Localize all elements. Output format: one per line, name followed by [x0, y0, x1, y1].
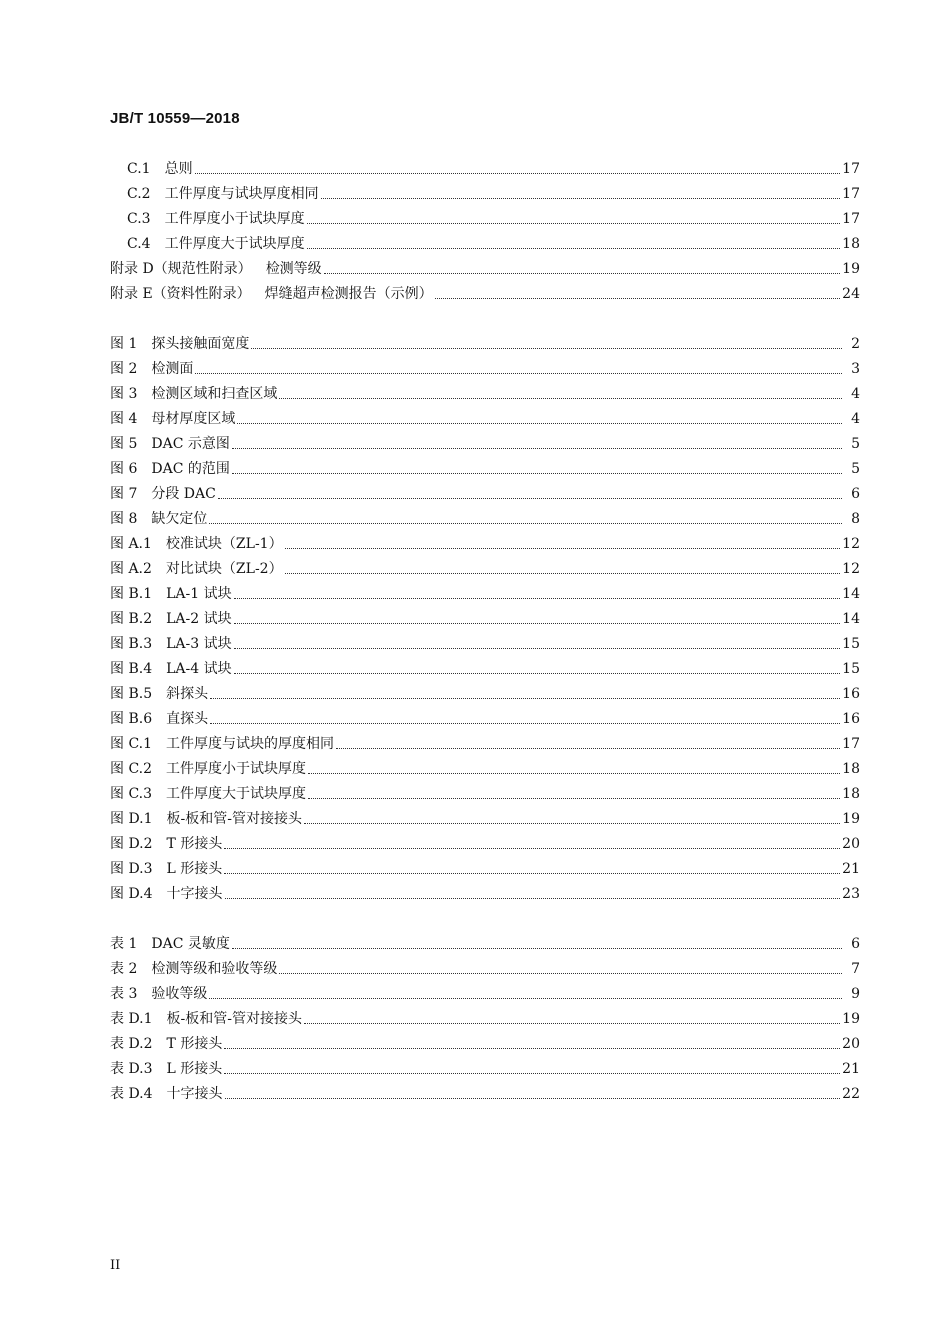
toc-entry-page: 17 [842, 211, 860, 227]
toc-entry-number: 表 3 [110, 986, 138, 1002]
toc-dot-leader [195, 170, 841, 174]
toc-entry[interactable] [110, 256, 860, 278]
toc-entry-page: 17 [842, 186, 860, 202]
toc-dot-leader [279, 395, 842, 399]
toc-entry-page: 6 [851, 936, 860, 952]
toc-entry-page: 9 [851, 986, 860, 1002]
toc-dot-leader [336, 745, 840, 749]
toc-entry[interactable] [110, 656, 860, 678]
toc-entry-number: C.3 [127, 211, 151, 227]
toc-entry[interactable] [110, 381, 860, 403]
toc-entry-number: 图 D.1 [110, 811, 153, 827]
toc-entry-number: 图 B.5 [110, 686, 153, 702]
toc-entry[interactable] [110, 531, 860, 553]
toc-entry-number: 表 D.2 [110, 1036, 153, 1052]
toc-entry-page: 16 [842, 711, 860, 727]
toc-entry-number: 图 C.2 [110, 761, 153, 777]
toc-dot-leader [285, 570, 841, 574]
toc-entry[interactable] [110, 506, 860, 528]
toc-entry[interactable] [110, 806, 860, 828]
toc-entry-title: 探头接触面宽度 [151, 336, 250, 352]
toc-entry-title: LA-1 试块 [166, 586, 232, 602]
toc-entry[interactable] [110, 581, 860, 603]
toc-entry-number: 表 2 [110, 961, 138, 977]
toc-entry-page: 22 [842, 1086, 860, 1102]
toc-dot-leader [321, 195, 841, 199]
toc-entry-page: 14 [842, 586, 860, 602]
toc-entry[interactable] [110, 831, 860, 853]
toc-dot-leader [304, 820, 840, 824]
toc-entry-number: 图 B.2 [110, 611, 153, 627]
toc-entry-page: 6 [851, 486, 860, 502]
toc-dot-leader [237, 420, 842, 424]
toc-entry-number: C.2 [127, 186, 151, 202]
toc-entry-title: 直探头 [166, 711, 209, 727]
toc-entry-number: 图 B.3 [110, 636, 153, 652]
toc-entry-number: 表 D.1 [110, 1011, 153, 1027]
toc-entry-title: 对比试块（ZL-2） [165, 561, 283, 577]
toc-entry-number: 图 D.2 [110, 836, 153, 852]
toc-entry[interactable] [127, 181, 860, 203]
toc-entry-page: 16 [842, 686, 860, 702]
toc-entry[interactable] [110, 956, 860, 978]
toc-entry-number: 图 6 [110, 461, 138, 477]
toc-dot-leader [224, 870, 840, 874]
toc-dot-leader [279, 970, 842, 974]
toc-entry-number: 图 3 [110, 386, 138, 402]
toc-entry-page: 18 [842, 236, 860, 252]
toc-entry-page: 18 [842, 761, 860, 777]
toc-entry-title: L 形接头 [166, 861, 223, 877]
toc-dot-leader [285, 545, 841, 549]
toc-entry-number: 图 D.4 [110, 886, 153, 902]
toc-dot-leader [307, 245, 841, 249]
toc-entry[interactable] [110, 631, 860, 653]
toc-entry-title: LA-2 试块 [166, 611, 232, 627]
toc-entry-number: 图 A.2 [110, 561, 152, 577]
toc-entry-page: 5 [851, 461, 860, 477]
toc-entry-page: 15 [842, 636, 860, 652]
toc-entry-title: 十字接头 [166, 1086, 223, 1102]
standard-code-header: JB/T 10559—2018 [110, 110, 240, 127]
toc-dot-leader [435, 295, 841, 299]
toc-entry-title: 工件厚度小于试块厚度 [166, 761, 307, 777]
toc-entry-title: 分段 DAC [151, 486, 216, 502]
toc-dot-leader [224, 1045, 840, 1049]
toc-entry-title: 验收等级 [151, 986, 208, 1002]
toc-entry-title: 工件厚度与试块的厚度相同 [166, 736, 335, 752]
toc-entry-title: LA-4 试块 [166, 661, 232, 677]
toc-dot-leader [210, 720, 840, 724]
toc-entry[interactable] [110, 681, 860, 703]
toc-entry-title: 检测等级 [265, 261, 322, 277]
toc-entry[interactable] [127, 231, 860, 253]
toc-entry-title: 工件厚度大于试块厚度 [166, 786, 307, 802]
toc-dot-leader [308, 770, 840, 774]
toc-dot-leader [225, 1095, 841, 1099]
toc-entry-number: 表 D.3 [110, 1061, 153, 1077]
toc-entry-number: 附录 E（资料性附录） [110, 286, 251, 302]
toc-entry[interactable] [110, 1056, 860, 1078]
toc-entry[interactable] [110, 731, 860, 753]
toc-dot-leader [308, 795, 840, 799]
toc-entry-number: 图 B.6 [110, 711, 153, 727]
toc-entry-title: 检测面 [151, 361, 194, 377]
toc-entry-page: 2 [851, 336, 860, 352]
toc-entry-number: 图 D.3 [110, 861, 153, 877]
toc-entry-page: 12 [842, 561, 860, 577]
toc-dot-leader [234, 670, 841, 674]
toc-entry-page: 19 [842, 261, 860, 277]
toc-entry-number: 图 5 [110, 436, 138, 452]
toc-entry-number: C.1 [127, 161, 151, 177]
toc-entry[interactable] [110, 606, 860, 628]
toc-entry-page: 23 [842, 886, 860, 902]
toc-entry[interactable] [110, 856, 860, 878]
toc-entry-title: 总则 [164, 161, 193, 177]
toc-entry-page: 19 [842, 1011, 860, 1027]
toc-entry-number: 表 1 [110, 936, 138, 952]
toc-entry-number: C.4 [127, 236, 151, 252]
toc-entry[interactable] [110, 1081, 860, 1103]
toc-entry-page: 8 [851, 511, 860, 527]
toc-entry-number: 图 1 [110, 336, 138, 352]
toc-dot-leader [307, 220, 841, 224]
toc-entry-page: 17 [842, 161, 860, 177]
toc-entry-number: 图 C.3 [110, 786, 153, 802]
toc-entry-number: 表 D.4 [110, 1086, 153, 1102]
toc-dot-leader [209, 520, 842, 524]
toc-entry-page: 5 [851, 436, 860, 452]
toc-entry-number: 图 2 [110, 361, 138, 377]
toc-dot-leader [225, 895, 841, 899]
toc-entry[interactable] [110, 1006, 860, 1028]
toc-entry-page: 4 [851, 411, 860, 427]
toc-entry-title: 斜探头 [166, 686, 209, 702]
toc-entry-title: 工件厚度与试块厚度相同 [164, 186, 319, 202]
toc-entry[interactable] [110, 1031, 860, 1053]
toc-dot-leader [209, 995, 842, 999]
toc-entry-page: 19 [842, 811, 860, 827]
toc-entry-title: LA-3 试块 [166, 636, 232, 652]
toc-entry-number: 图 B.4 [110, 661, 153, 677]
toc-dot-leader [234, 620, 841, 624]
toc-dot-leader [195, 370, 842, 374]
toc-entry-page: 24 [842, 286, 860, 302]
toc-entry-page: 7 [851, 961, 860, 977]
toc-entry[interactable] [110, 781, 860, 803]
toc-entry[interactable] [110, 556, 860, 578]
toc-entry-page: 20 [842, 1036, 860, 1052]
toc-dot-leader [210, 695, 840, 699]
toc-entry-page: 4 [851, 386, 860, 402]
toc-entry-number: 图 B.1 [110, 586, 153, 602]
toc-entry[interactable] [127, 156, 860, 178]
page-number: II [110, 1258, 121, 1273]
toc-dot-leader [234, 595, 841, 599]
toc-entry-number: 附录 D（规范性附录） [110, 261, 252, 277]
toc-entry-number: 图 C.1 [110, 736, 153, 752]
toc-entry-title: 校准试块（ZL-1） [165, 536, 283, 552]
toc-entry[interactable] [110, 706, 860, 728]
toc-entry-page: 15 [842, 661, 860, 677]
toc-entry-title: 工件厚度大于试块厚度 [164, 236, 305, 252]
toc-entry-number: 图 4 [110, 411, 138, 427]
toc-dot-leader [251, 345, 842, 349]
toc-entry-number: 图 A.1 [110, 536, 152, 552]
toc-entry-page: 14 [842, 611, 860, 627]
toc-entry[interactable] [110, 931, 860, 953]
toc-dot-leader [232, 445, 842, 449]
toc-entry[interactable] [110, 281, 860, 303]
toc-entry-page: 21 [842, 1061, 860, 1077]
toc-entry-title: 工件厚度小于试块厚度 [164, 211, 305, 227]
toc-entry[interactable] [127, 206, 860, 228]
toc-entry-page: 12 [842, 536, 860, 552]
toc-entry-page: 21 [842, 861, 860, 877]
toc-entry-page: 20 [842, 836, 860, 852]
toc-dot-leader [232, 945, 842, 949]
toc-entry-title: 缺欠定位 [151, 511, 208, 527]
toc-dot-leader [304, 1020, 840, 1024]
toc-dot-leader [324, 270, 840, 274]
toc-entry-page: 3 [851, 361, 860, 377]
toc-entry-title: L 形接头 [166, 1061, 223, 1077]
toc-entry[interactable] [110, 456, 860, 478]
toc-entry-title: 母材厚度区域 [151, 411, 236, 427]
toc-entry[interactable] [110, 981, 860, 1003]
toc-entry-title: DAC 示意图 [151, 436, 230, 452]
toc-entry-title: 焊缝超声检测报告（示例） [264, 286, 433, 302]
toc-entry-number: 图 8 [110, 511, 138, 527]
toc-entry[interactable] [110, 406, 860, 428]
toc-entry-title: 检测等级和验收等级 [151, 961, 278, 977]
toc-dot-leader [234, 645, 841, 649]
toc-entry-number: 图 7 [110, 486, 138, 502]
toc-dot-leader [224, 845, 840, 849]
toc-entry[interactable] [110, 431, 860, 453]
toc-entry-title: T 形接头 [166, 836, 223, 852]
toc-dot-leader [224, 1070, 840, 1074]
toc-entry-title: 十字接头 [166, 886, 223, 902]
toc-entry-title: T 形接头 [166, 1036, 223, 1052]
toc-entry[interactable] [110, 356, 860, 378]
toc-entry[interactable] [110, 331, 860, 353]
toc-entry-title: 检测区域和扫查区域 [151, 386, 278, 402]
toc-entry-page: 17 [842, 736, 860, 752]
toc-entry[interactable] [110, 756, 860, 778]
toc-entry-title: DAC 灵敏度 [151, 936, 230, 952]
toc-entry-title: DAC 的范围 [151, 461, 230, 477]
toc-entry[interactable] [110, 881, 860, 903]
toc-entry-title: 板-板和管-管对接接头 [166, 1011, 303, 1027]
toc-entry[interactable] [110, 481, 860, 503]
toc-dot-leader [218, 495, 842, 499]
toc-entry-title: 板-板和管-管对接接头 [166, 811, 303, 827]
toc-dot-leader [232, 470, 842, 474]
toc-entry-page: 18 [842, 786, 860, 802]
